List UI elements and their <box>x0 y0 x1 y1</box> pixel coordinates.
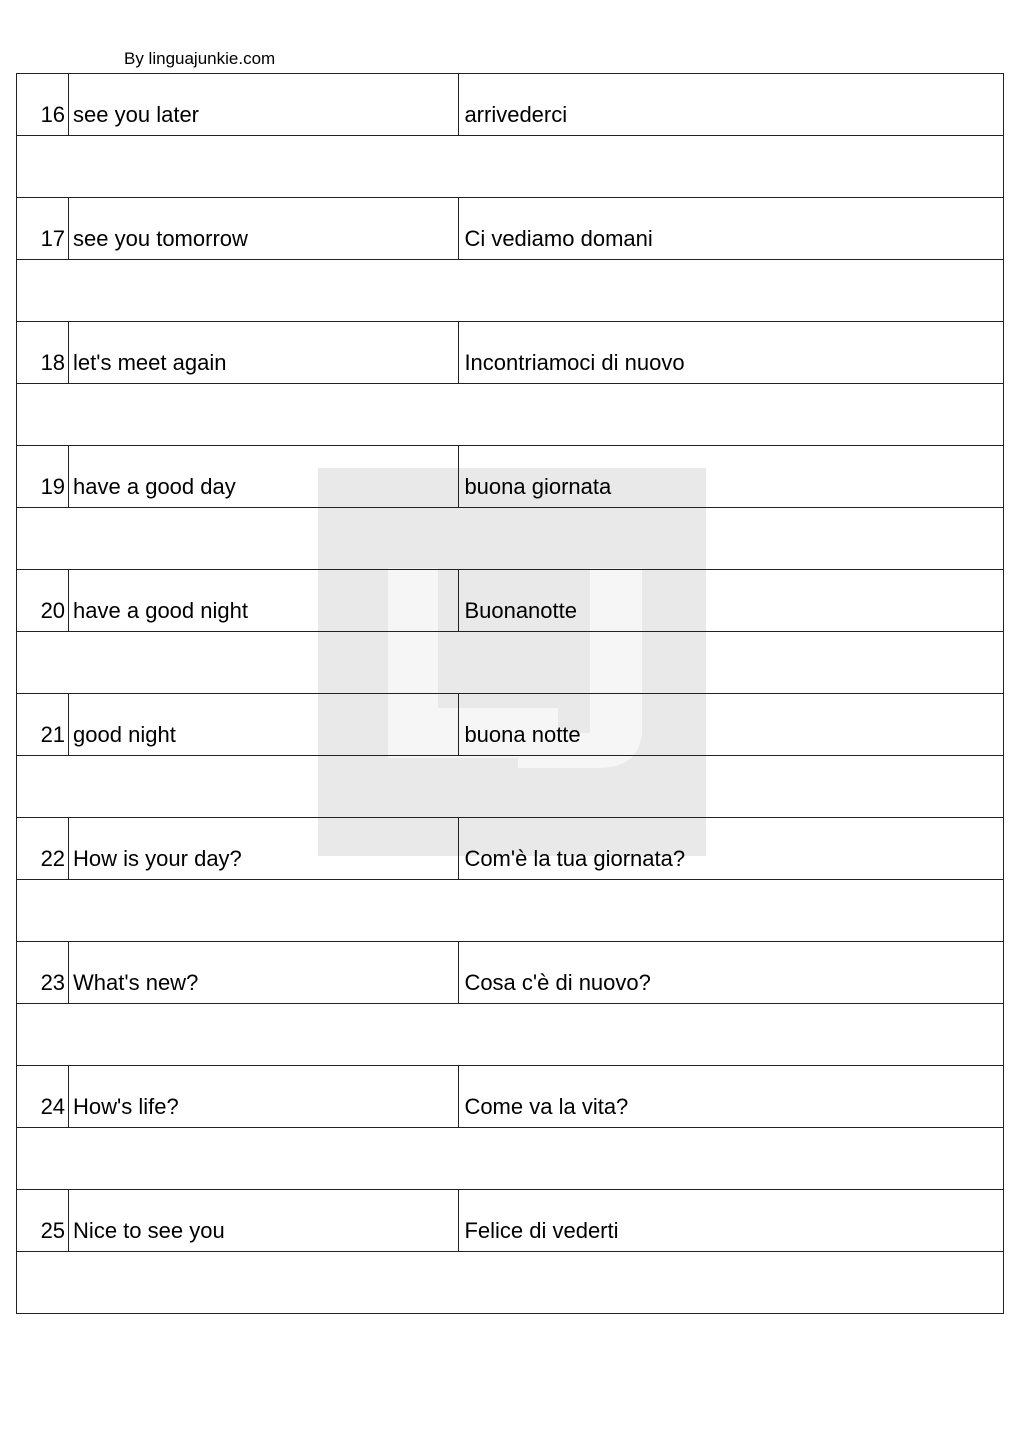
italian-phrase: Ci vediamo domani <box>459 198 1004 260</box>
english-phrase: What's new? <box>69 942 459 1004</box>
table-row <box>17 322 1004 384</box>
english-phrase: How is your day? <box>69 818 459 880</box>
blank-row <box>17 1252 1004 1314</box>
blank-cell <box>17 1252 1004 1314</box>
blank-row <box>17 756 1004 818</box>
row-number: 17 <box>17 198 69 260</box>
italian-phrase: Incontriamoci di nuovo <box>459 322 1004 384</box>
blank-row <box>17 260 1004 322</box>
row-number: 21 <box>17 694 69 756</box>
blank-cell <box>17 1004 1004 1066</box>
english-phrase: Nice to see you <box>69 1190 459 1252</box>
row-number: 25 <box>17 1190 69 1252</box>
italian-phrase: Com'è la tua giornata? <box>459 818 1004 880</box>
english-phrase: see you later <box>69 74 459 136</box>
italian-phrase: arrivederci <box>459 74 1004 136</box>
table-row <box>17 198 1004 260</box>
row-number: 18 <box>17 322 69 384</box>
italian-phrase: Felice di vederti <box>459 1190 1004 1252</box>
blank-cell <box>17 384 1004 446</box>
english-phrase: have a good day <box>69 446 459 508</box>
table-row <box>17 942 1004 1004</box>
table-row <box>17 1066 1004 1128</box>
blank-row <box>17 632 1004 694</box>
italian-phrase: buona notte <box>459 694 1004 756</box>
blank-cell <box>17 756 1004 818</box>
phrase-table <box>16 73 1004 1314</box>
row-number: 24 <box>17 1066 69 1128</box>
byline: By linguajunkie.com <box>124 49 276 68</box>
italian-phrase: Come va la vita? <box>459 1066 1004 1128</box>
english-phrase: have a good night <box>69 570 459 632</box>
blank-cell <box>17 260 1004 322</box>
phrase-table-body <box>17 74 1004 1314</box>
blank-cell <box>17 880 1004 942</box>
italian-phrase: Cosa c'è di nuovo? <box>459 942 1004 1004</box>
blank-row <box>17 1004 1004 1066</box>
blank-row <box>17 508 1004 570</box>
blank-row <box>17 384 1004 446</box>
blank-row <box>17 880 1004 942</box>
table-row <box>17 446 1004 508</box>
row-number: 19 <box>17 446 69 508</box>
italian-phrase: Buonanotte <box>459 570 1004 632</box>
blank-cell <box>17 1128 1004 1190</box>
table-row <box>17 570 1004 632</box>
row-number: 20 <box>17 570 69 632</box>
table-row <box>17 694 1004 756</box>
blank-row <box>17 1128 1004 1190</box>
blank-cell <box>17 632 1004 694</box>
row-number: 22 <box>17 818 69 880</box>
table-row <box>17 74 1004 136</box>
table-row <box>17 1190 1004 1252</box>
table-row <box>17 818 1004 880</box>
english-phrase: How's life? <box>69 1066 459 1128</box>
english-phrase: let's meet again <box>69 322 459 384</box>
blank-row <box>17 136 1004 198</box>
blank-cell <box>17 136 1004 198</box>
blank-cell <box>17 508 1004 570</box>
english-phrase: see you tomorrow <box>69 198 459 260</box>
english-phrase: good night <box>69 694 459 756</box>
italian-phrase: buona giornata <box>459 446 1004 508</box>
row-number: 16 <box>17 74 69 136</box>
row-number: 23 <box>17 942 69 1004</box>
